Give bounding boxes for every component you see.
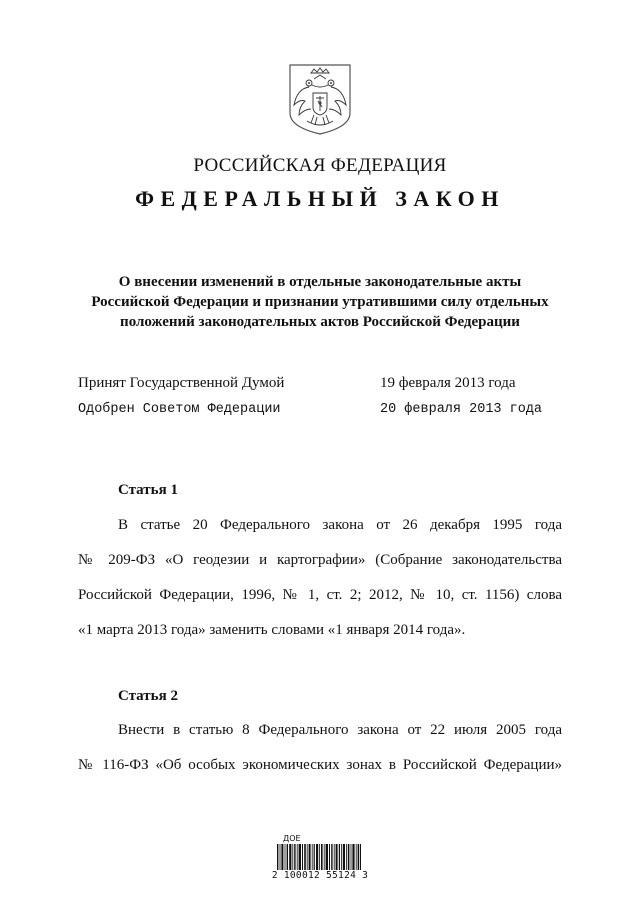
council-approval-date: 20 февраля 2013 года <box>380 402 543 417</box>
paragraph-line: Внести в статью 8 Федерального закона от 22 июля 2005 года <box>118 722 562 738</box>
law-title-line: О внесении изменений в отдельные законодательные акты <box>118 274 522 290</box>
paragraph-line: № 209-ФЗ «О геодезии и картографии» (Собрание законодательства <box>78 552 562 568</box>
paragraph-line: «1 марта 2013 года» заменить словами «1 января 2014 года». <box>78 622 466 638</box>
council-approval-label: Одобрен Советом Федерации <box>78 402 281 417</box>
barcode-icon <box>277 844 361 870</box>
paragraph-line: Российской Федерации, 1996, № 1, ст. 2; 2012, № 10, ст. 1156) слова <box>78 587 562 603</box>
law-title-line: положений законодательных актов Российской Федерации <box>120 314 520 330</box>
paragraph-line: В статье 20 Федерального закона от 26 декабря 1995 года <box>118 517 562 533</box>
paragraph-line: № 116-ФЗ «Об особых экономических зонах в Российской Федерации» <box>78 757 562 773</box>
article-1-text <box>78 508 562 648</box>
article-2-heading: Статья 2 <box>118 688 178 704</box>
barcode-number: 2 100012 55124 3 <box>271 870 369 881</box>
law-title <box>60 272 580 332</box>
russian-coat-of-arms-icon <box>287 63 353 135</box>
barcode-mark: ДОЕ <box>283 834 301 843</box>
article-1-heading: Статья 1 <box>118 482 178 498</box>
law-title-line: Российской Федерации и признании утратившими силу отдельных <box>91 294 549 310</box>
duma-adoption-date: 19 февраля 2013 года <box>380 375 516 391</box>
document-type: ФЕДЕРАЛЬНЫЙ ЗАКОН <box>135 186 505 211</box>
country-name: РОССИЙСКАЯ ФЕДЕРАЦИЯ <box>193 155 447 176</box>
article-2-text <box>78 713 562 783</box>
duma-adoption-label: Принят Государственной Думой <box>78 375 285 391</box>
